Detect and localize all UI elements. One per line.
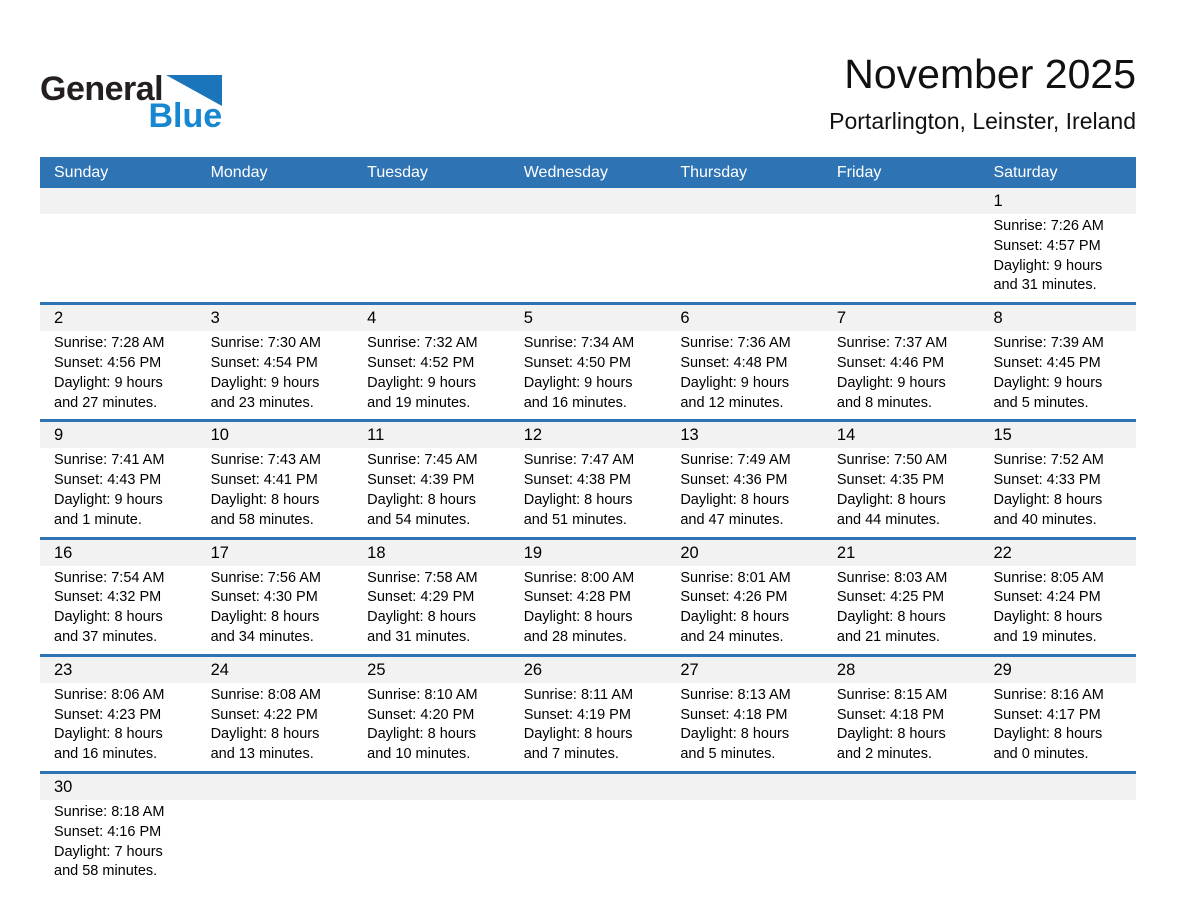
daylight-text-line2: and 58 minutes. bbox=[54, 863, 158, 880]
daylight-text: Daylight: 8 hours bbox=[210, 491, 320, 508]
sunset-text: Sunset: 4:22 PM bbox=[210, 706, 318, 723]
day-cell bbox=[510, 448, 667, 536]
daylight-text-line2: and 12 minutes. bbox=[680, 394, 784, 411]
day-cell bbox=[823, 683, 980, 771]
day-details-row bbox=[40, 800, 1136, 888]
day-cell bbox=[666, 683, 823, 771]
sunrise-text: Sunrise: 7:50 AM bbox=[836, 452, 948, 469]
daylight-text: Daylight: 8 hours bbox=[680, 726, 790, 743]
daylight-text-line2: and 51 minutes. bbox=[523, 511, 627, 528]
page-subtitle: Portarlington, Leinster, Ireland bbox=[829, 108, 1136, 135]
day-cell bbox=[823, 331, 980, 419]
day-cell bbox=[510, 683, 667, 771]
day-number: 26 bbox=[523, 660, 543, 679]
sunrise-text: Sunrise: 8:10 AM bbox=[367, 686, 478, 703]
sunset-text: Sunset: 4:17 PM bbox=[993, 706, 1101, 723]
sunset-text: Sunset: 4:24 PM bbox=[993, 589, 1101, 606]
sunrise-text: Sunrise: 8:18 AM bbox=[54, 803, 165, 820]
day-number: 23 bbox=[54, 660, 73, 679]
sunrise-text: Sunrise: 7:37 AM bbox=[836, 335, 948, 352]
daylight-text: Daylight: 9 hours bbox=[54, 491, 163, 508]
day-cell bbox=[979, 448, 1136, 536]
empty-day-cell bbox=[823, 800, 980, 888]
sunrise-text: Sunrise: 7:36 AM bbox=[680, 335, 791, 352]
empty-day-cell bbox=[666, 214, 823, 302]
day-cell bbox=[353, 331, 510, 419]
sunrise-text: Sunrise: 7:34 AM bbox=[523, 335, 635, 352]
sunset-text: Sunset: 4:38 PM bbox=[523, 472, 631, 489]
sunrise-text: Sunrise: 8:01 AM bbox=[680, 569, 791, 586]
sunset-text: Sunset: 4:16 PM bbox=[54, 823, 162, 840]
daylight-text-line2: and 2 minutes. bbox=[836, 746, 933, 763]
day-number: 2 bbox=[54, 309, 64, 328]
day-number: 1 bbox=[993, 192, 1003, 210]
day-number: 3 bbox=[210, 309, 220, 328]
day-cell bbox=[40, 683, 197, 771]
daylight-text: Daylight: 8 hours bbox=[993, 609, 1103, 626]
daylight-text-line2: and 5 minutes. bbox=[993, 394, 1089, 411]
daylight-text-line2: and 21 minutes. bbox=[836, 628, 941, 645]
daylight-text-line2: and 16 minutes. bbox=[54, 746, 158, 763]
sunrise-text: Sunrise: 8:15 AM bbox=[836, 686, 948, 703]
empty-day-number bbox=[823, 774, 980, 800]
empty-day-number bbox=[979, 774, 1136, 800]
sunset-text: Sunset: 4:29 PM bbox=[367, 589, 475, 606]
day-cell bbox=[823, 566, 980, 654]
sunset-text: Sunset: 4:18 PM bbox=[836, 706, 945, 723]
sunset-text: Sunset: 4:56 PM bbox=[54, 354, 162, 371]
sunset-text: Sunset: 4:48 PM bbox=[680, 354, 788, 371]
weekday-header-tuesday: Tuesday bbox=[367, 164, 428, 181]
day-cell bbox=[353, 683, 510, 771]
sunrise-text: Sunrise: 7:49 AM bbox=[680, 452, 791, 469]
sunset-text: Sunset: 4:50 PM bbox=[523, 354, 631, 371]
logo-text-blue: Blue bbox=[148, 97, 223, 135]
sunrise-text: Sunrise: 8:08 AM bbox=[210, 686, 321, 703]
weekday-header-friday: Friday bbox=[836, 164, 882, 181]
week-row-2 bbox=[40, 302, 1136, 419]
day-number: 14 bbox=[836, 426, 856, 445]
sunset-text: Sunset: 4:35 PM bbox=[836, 472, 945, 489]
daylight-text-line2: and 47 minutes. bbox=[680, 511, 784, 528]
daylight-text-line2: and 28 minutes. bbox=[523, 628, 627, 645]
calendar bbox=[40, 157, 1136, 888]
day-cell bbox=[197, 683, 354, 771]
day-number: 11 bbox=[367, 426, 385, 445]
sunset-text: Sunset: 4:54 PM bbox=[210, 354, 318, 371]
sunrise-text: Sunrise: 7:30 AM bbox=[210, 335, 321, 352]
day-number: 20 bbox=[680, 543, 699, 562]
daylight-text: Daylight: 8 hours bbox=[367, 609, 476, 626]
daylight-text: Daylight: 7 hours bbox=[54, 843, 163, 860]
daylight-text: Daylight: 8 hours bbox=[680, 491, 790, 508]
day-details-row bbox=[40, 331, 1136, 419]
empty-day-cell bbox=[666, 800, 823, 888]
daylight-text: Daylight: 8 hours bbox=[54, 609, 163, 626]
empty-day-number bbox=[353, 188, 510, 214]
day-cell bbox=[197, 448, 354, 536]
general-blue-logo bbox=[40, 72, 222, 133]
daylight-text-line2: and 54 minutes. bbox=[367, 511, 471, 528]
day-details-row bbox=[40, 214, 1136, 302]
daylight-text: Daylight: 8 hours bbox=[523, 726, 633, 743]
sunrise-text: Sunrise: 8:13 AM bbox=[680, 686, 791, 703]
sunrise-text: Sunrise: 7:39 AM bbox=[993, 335, 1104, 352]
daylight-text: Daylight: 8 hours bbox=[210, 609, 320, 626]
daylight-text-line2: and 5 minutes. bbox=[680, 746, 776, 763]
daylight-text-line2: and 27 minutes. bbox=[54, 394, 158, 411]
day-cell bbox=[353, 566, 510, 654]
day-number: 17 bbox=[210, 543, 229, 562]
day-number-band bbox=[40, 657, 1136, 683]
day-cell bbox=[197, 566, 354, 654]
day-cell bbox=[197, 331, 354, 419]
day-number-band bbox=[40, 774, 1136, 800]
daylight-text-line2: and 40 minutes. bbox=[993, 511, 1097, 528]
day-details-row bbox=[40, 566, 1136, 654]
day-number-band bbox=[40, 188, 1136, 214]
daylight-text-line2: and 19 minutes. bbox=[367, 394, 471, 411]
week-row-4 bbox=[40, 537, 1136, 654]
daylight-text-line2: and 8 minutes. bbox=[836, 394, 933, 411]
sunrise-text: Sunrise: 8:06 AM bbox=[54, 686, 165, 703]
sunset-text: Sunset: 4:18 PM bbox=[680, 706, 788, 723]
day-number-band bbox=[40, 422, 1136, 448]
day-number: 13 bbox=[680, 426, 699, 445]
day-number: 27 bbox=[680, 660, 699, 679]
empty-day-number bbox=[510, 774, 667, 800]
sunset-text: Sunset: 4:30 PM bbox=[210, 589, 318, 606]
day-number: 21 bbox=[836, 543, 856, 562]
daylight-text: Daylight: 8 hours bbox=[836, 726, 946, 743]
page-title: November 2025 bbox=[844, 51, 1136, 97]
empty-day-number bbox=[823, 188, 980, 214]
empty-day-cell bbox=[197, 214, 354, 302]
week-row-6 bbox=[40, 771, 1136, 888]
sunrise-text: Sunrise: 8:11 AM bbox=[523, 686, 634, 703]
day-cell bbox=[979, 331, 1136, 419]
calendar-grid bbox=[40, 188, 1136, 888]
daylight-text: Daylight: 9 hours bbox=[523, 374, 633, 391]
sunrise-text: Sunrise: 7:32 AM bbox=[367, 335, 478, 352]
daylight-text-line2: and 31 minutes. bbox=[993, 277, 1097, 294]
daylight-text-line2: and 10 minutes. bbox=[367, 746, 471, 763]
daylight-text: Daylight: 8 hours bbox=[54, 726, 163, 743]
sunrise-text: Sunrise: 7:45 AM bbox=[367, 452, 478, 469]
day-cell bbox=[979, 566, 1136, 654]
day-cell bbox=[510, 566, 667, 654]
daylight-text-line2: and 34 minutes. bbox=[210, 628, 314, 645]
empty-day-number bbox=[510, 188, 667, 214]
daylight-text: Daylight: 8 hours bbox=[367, 726, 476, 743]
sunset-text: Sunset: 4:23 PM bbox=[54, 706, 162, 723]
week-row-1 bbox=[40, 188, 1136, 302]
daylight-text: Daylight: 8 hours bbox=[993, 726, 1103, 743]
day-cell bbox=[666, 566, 823, 654]
daylight-text-line2: and 1 minute. bbox=[54, 511, 142, 528]
daylight-text: Daylight: 9 hours bbox=[993, 374, 1103, 391]
weekday-header-monday: Monday bbox=[210, 164, 268, 181]
weekday-header-sunday: Sunday bbox=[54, 164, 109, 181]
daylight-text-line2: and 0 minutes. bbox=[993, 746, 1089, 763]
empty-day-cell bbox=[510, 214, 667, 302]
sunrise-text: Sunrise: 7:58 AM bbox=[367, 569, 478, 586]
day-cell bbox=[353, 448, 510, 536]
day-number: 25 bbox=[367, 660, 386, 679]
empty-day-number bbox=[197, 188, 354, 214]
day-cell bbox=[40, 331, 197, 419]
day-number: 18 bbox=[367, 543, 386, 562]
sunset-text: Sunset: 4:25 PM bbox=[836, 589, 945, 606]
daylight-text: Daylight: 9 hours bbox=[836, 374, 946, 391]
sunset-text: Sunset: 4:45 PM bbox=[993, 354, 1101, 371]
sunset-text: Sunset: 4:43 PM bbox=[54, 472, 162, 489]
week-row-5 bbox=[40, 654, 1136, 771]
day-cell bbox=[40, 566, 197, 654]
daylight-text-line2: and 23 minutes. bbox=[210, 394, 314, 411]
day-number: 30 bbox=[54, 777, 73, 796]
day-number: 22 bbox=[993, 543, 1012, 562]
weekday-header-thursday: Thursday bbox=[680, 164, 748, 181]
sunrise-text: Sunrise: 7:43 AM bbox=[210, 452, 321, 469]
daylight-text-line2: and 31 minutes. bbox=[367, 628, 471, 645]
daylight-text: Daylight: 8 hours bbox=[367, 491, 476, 508]
daylight-text-line2: and 13 minutes. bbox=[210, 746, 314, 763]
sunrise-text: Sunrise: 8:05 AM bbox=[993, 569, 1104, 586]
day-cell bbox=[979, 683, 1136, 771]
daylight-text-line2: and 7 minutes. bbox=[523, 746, 619, 763]
empty-day-number bbox=[666, 774, 823, 800]
sunrise-text: Sunrise: 7:56 AM bbox=[210, 569, 321, 586]
sunset-text: Sunset: 4:20 PM bbox=[367, 706, 475, 723]
day-number: 16 bbox=[54, 543, 73, 562]
sunset-text: Sunset: 4:36 PM bbox=[680, 472, 788, 489]
day-number: 12 bbox=[523, 426, 543, 445]
day-number: 7 bbox=[836, 309, 847, 328]
title-block bbox=[829, 52, 1136, 135]
day-number-band bbox=[40, 540, 1136, 566]
empty-day-cell bbox=[823, 214, 980, 302]
empty-day-number bbox=[197, 774, 354, 800]
day-number: 24 bbox=[210, 660, 229, 679]
sunrise-text: Sunrise: 7:52 AM bbox=[993, 452, 1104, 469]
sunrise-text: Sunrise: 7:28 AM bbox=[54, 335, 165, 352]
daylight-text: Daylight: 8 hours bbox=[523, 491, 633, 508]
empty-day-cell bbox=[197, 800, 354, 888]
day-number: 8 bbox=[993, 309, 1003, 328]
day-number-band bbox=[40, 305, 1136, 331]
day-number: 9 bbox=[54, 426, 64, 445]
day-details-row bbox=[40, 683, 1136, 771]
sunrise-text: Sunrise: 7:26 AM bbox=[993, 218, 1104, 234]
day-number: 29 bbox=[993, 660, 1012, 679]
sunrise-text: Sunrise: 7:41 AM bbox=[54, 452, 165, 469]
day-cell bbox=[823, 448, 980, 536]
daylight-text: Daylight: 9 hours bbox=[680, 374, 790, 391]
sunrise-text: Sunrise: 7:47 AM bbox=[523, 452, 635, 469]
daylight-text: Daylight: 9 hours bbox=[367, 374, 476, 391]
empty-day-cell bbox=[353, 214, 510, 302]
daylight-text: Daylight: 8 hours bbox=[523, 609, 633, 626]
empty-day-number bbox=[666, 188, 823, 214]
sunset-text: Sunset: 4:26 PM bbox=[680, 589, 788, 606]
sunset-text: Sunset: 4:19 PM bbox=[523, 706, 631, 723]
weekday-header-saturday: Saturday bbox=[993, 164, 1058, 181]
empty-day-number bbox=[353, 774, 510, 800]
daylight-text: Daylight: 8 hours bbox=[680, 609, 790, 626]
weekday-header-wednesday: Wednesday bbox=[523, 164, 608, 181]
daylight-text-line2: and 24 minutes. bbox=[680, 628, 784, 645]
daylight-text-line2: and 44 minutes. bbox=[836, 511, 941, 528]
sunset-text: Sunset: 4:41 PM bbox=[210, 472, 318, 489]
sunset-text: Sunset: 4:39 PM bbox=[367, 472, 475, 489]
day-number: 5 bbox=[523, 309, 533, 328]
day-details-row bbox=[40, 448, 1136, 536]
daylight-text: Daylight: 9 hours bbox=[210, 374, 320, 391]
day-number: 28 bbox=[836, 660, 856, 679]
sunset-text: Sunset: 4:28 PM bbox=[523, 589, 631, 606]
sunrise-text: Sunrise: 8:03 AM bbox=[836, 569, 948, 586]
empty-day-number bbox=[40, 188, 197, 214]
sunrise-text: Sunrise: 8:16 AM bbox=[993, 686, 1104, 703]
page-header bbox=[40, 52, 1136, 135]
day-number: 19 bbox=[523, 543, 543, 562]
sunrise-text: Sunrise: 7:54 AM bbox=[54, 569, 165, 586]
empty-day-cell bbox=[979, 800, 1136, 888]
day-number: 10 bbox=[210, 426, 229, 445]
sunset-text: Sunset: 4:57 PM bbox=[993, 237, 1101, 254]
day-cell bbox=[666, 331, 823, 419]
day-number: 15 bbox=[993, 426, 1012, 445]
sunset-text: Sunset: 4:46 PM bbox=[836, 354, 945, 371]
daylight-text: Daylight: 8 hours bbox=[836, 491, 946, 508]
daylight-text: Daylight: 9 hours bbox=[54, 374, 163, 391]
daylight-text: Daylight: 8 hours bbox=[993, 491, 1103, 508]
empty-day-cell bbox=[353, 800, 510, 888]
day-cell bbox=[666, 448, 823, 536]
empty-day-cell bbox=[510, 800, 667, 888]
sunset-text: Sunset: 4:52 PM bbox=[367, 354, 475, 371]
weekday-header-row bbox=[40, 157, 1136, 188]
daylight-text-line2: and 19 minutes. bbox=[993, 628, 1097, 645]
empty-day-cell bbox=[40, 214, 197, 302]
daylight-text-line2: and 37 minutes. bbox=[54, 628, 158, 645]
day-number: 4 bbox=[367, 309, 377, 328]
sunset-text: Sunset: 4:33 PM bbox=[993, 472, 1101, 489]
day-number: 6 bbox=[680, 309, 690, 328]
daylight-text: Daylight: 9 hours bbox=[993, 257, 1103, 274]
daylight-text: Daylight: 8 hours bbox=[210, 726, 320, 743]
sunset-text: Sunset: 4:32 PM bbox=[54, 589, 162, 606]
sunrise-text: Sunrise: 8:00 AM bbox=[523, 569, 635, 586]
logo-text-general: General bbox=[40, 70, 164, 108]
day-cell bbox=[510, 331, 667, 419]
day-cell bbox=[40, 800, 197, 888]
daylight-text-line2: and 16 minutes. bbox=[523, 394, 627, 411]
day-cell bbox=[979, 214, 1136, 302]
daylight-text-line2: and 58 minutes. bbox=[210, 511, 314, 528]
day-cell bbox=[40, 448, 197, 536]
week-row-3 bbox=[40, 419, 1136, 536]
daylight-text: Daylight: 8 hours bbox=[836, 609, 946, 626]
